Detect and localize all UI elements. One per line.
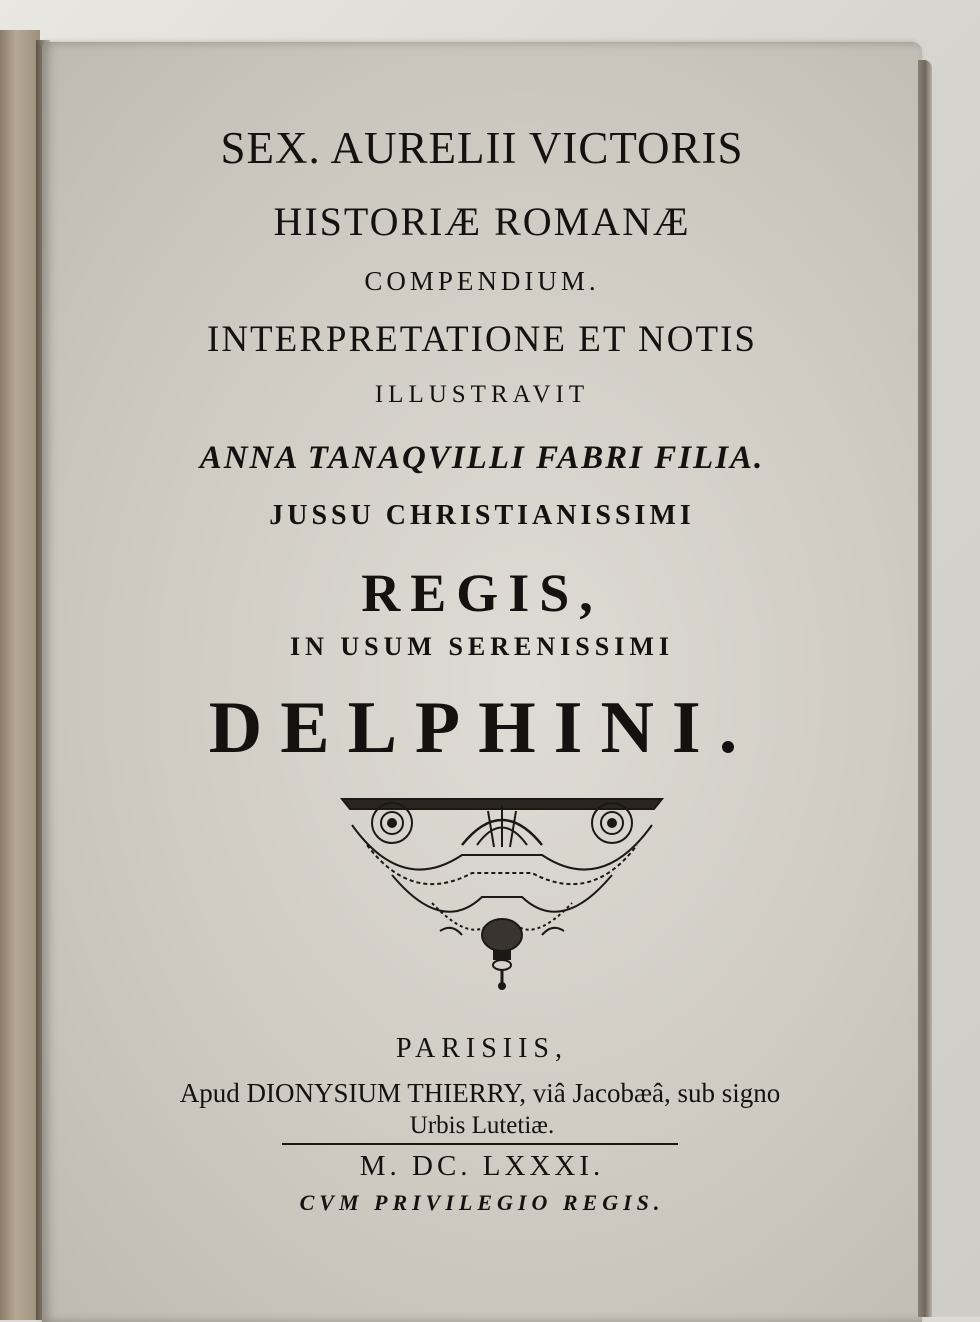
imprint-publisher: Apud DIONYSIUM THIERRY, viâ Jacobæâ, sub signo (179, 1078, 781, 1108)
imprint-sign: Urbis Lutetiæ. (409, 1112, 555, 1139)
regis-line: REGIS, (361, 563, 603, 623)
in-usum-line: IN USUM SERENISSIMI (290, 632, 674, 661)
jussu-line: JUSSU CHRISTIANISSIMI (269, 500, 695, 531)
imprint-city: PARISIIS, (395, 1033, 568, 1064)
privilege-line: CVM PRIVILEGIO REGIS. (299, 1190, 665, 1215)
title-line: HISTORIÆ ROMANÆ (273, 199, 691, 244)
divider-rule (282, 1143, 678, 1145)
printers-vignette-icon (332, 785, 672, 990)
delphini-line: DELPHINI. (208, 687, 756, 769)
facing-page-edge (0, 30, 40, 1320)
editor-line: ANNA TANAQVILLI FABRI FILIA. (199, 440, 765, 476)
illustravit-line: ILLUSTRAVIT (374, 381, 590, 408)
author-line: SEX. AURELII VICTORIS (220, 123, 744, 173)
subtitle-line: COMPENDIUM. (364, 266, 600, 296)
interpretation-line: INTERPRETATIONE ET NOTIS (207, 319, 757, 360)
publication-date: M. DC. LXXXI. (359, 1150, 605, 1182)
